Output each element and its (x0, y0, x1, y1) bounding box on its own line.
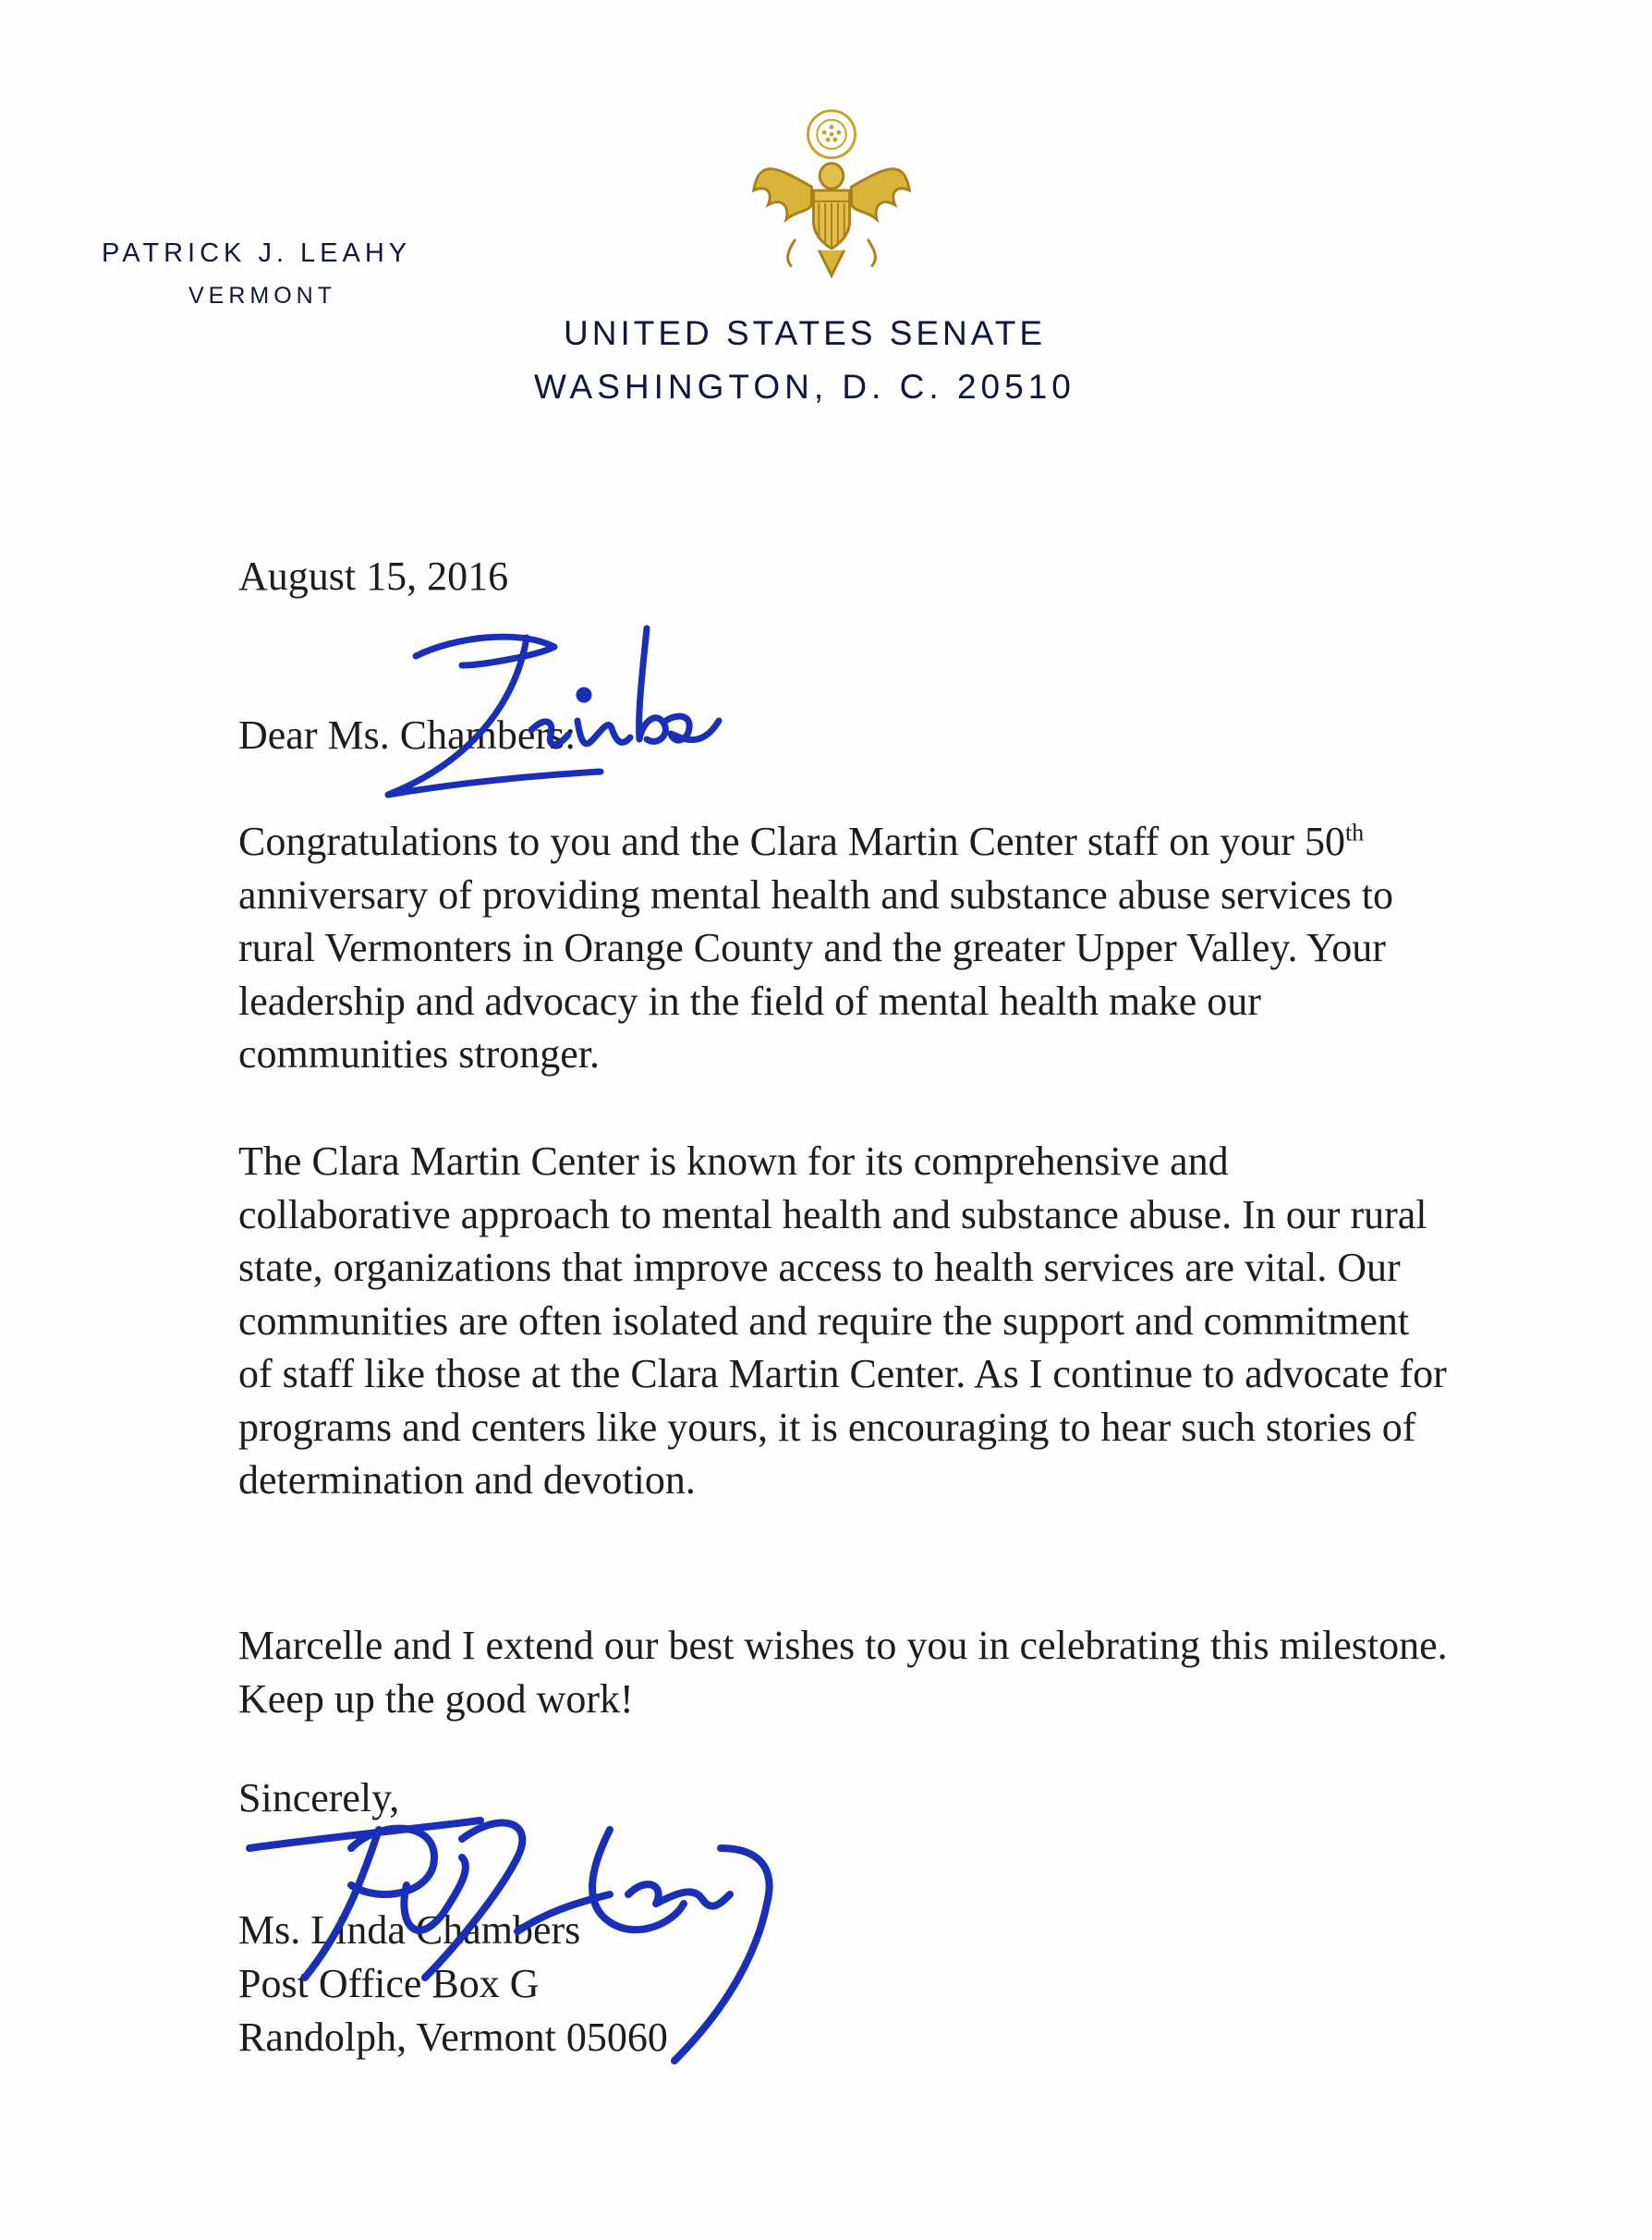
organization-address: WASHINGTON, D. C. 20510 (534, 368, 1075, 406)
paragraph-1-text-end: anniversary of providing mental health and substance abuse services to rural Vermonters in Orange County and the greater Upper Valley. Your leadership and advocacy in the field of mental health make our communities stronger. (238, 871, 1393, 1077)
recipient-address-line-2: Randolph, Vermont 05060 (238, 2015, 668, 2060)
recipient-address-line-1: Post Office Box G (238, 1961, 540, 2006)
salutation: Dear Ms. Chambers: (238, 712, 577, 758)
paragraph-1-text-start: Congratulations to you and the Clara Martin Center staff on your 50 (238, 819, 1345, 864)
paragraph-2: The Clara Martin Center is known for its comprehensive and collaborative approach to mental health and substance abuse. In our rural state, organizations that improve access to health services are vital. Our communities are often isolated and require the support and commitment of staff like those at the Clara Martin Center. As I continue to advocate for programs and centers like yours, it is encouraging to hear such stories of determination and devotion. (238, 1138, 1447, 1503)
paragraph-3: Marcelle and I extend our best wishes to you in celebrating this milestone. Keep up the good work! (238, 1623, 1448, 1722)
letter-date: August 15, 2016 (238, 554, 509, 599)
sender-name: PATRICK J. LEAHY (102, 238, 412, 268)
ordinal-suffix: th (1344, 819, 1365, 846)
closing: Sincerely, (238, 1775, 400, 1820)
recipient-name: Ms. Linda Chambers (238, 1907, 581, 1953)
sender-state: VERMONT (188, 283, 336, 309)
handwritten-linda-signature (370, 610, 758, 822)
organization-name: UNITED STATES SENATE (564, 314, 1046, 352)
great-seal-icon (741, 103, 922, 285)
paragraph-1 (238, 815, 1449, 1081)
handwritten-leahy-signature (240, 1793, 850, 2098)
